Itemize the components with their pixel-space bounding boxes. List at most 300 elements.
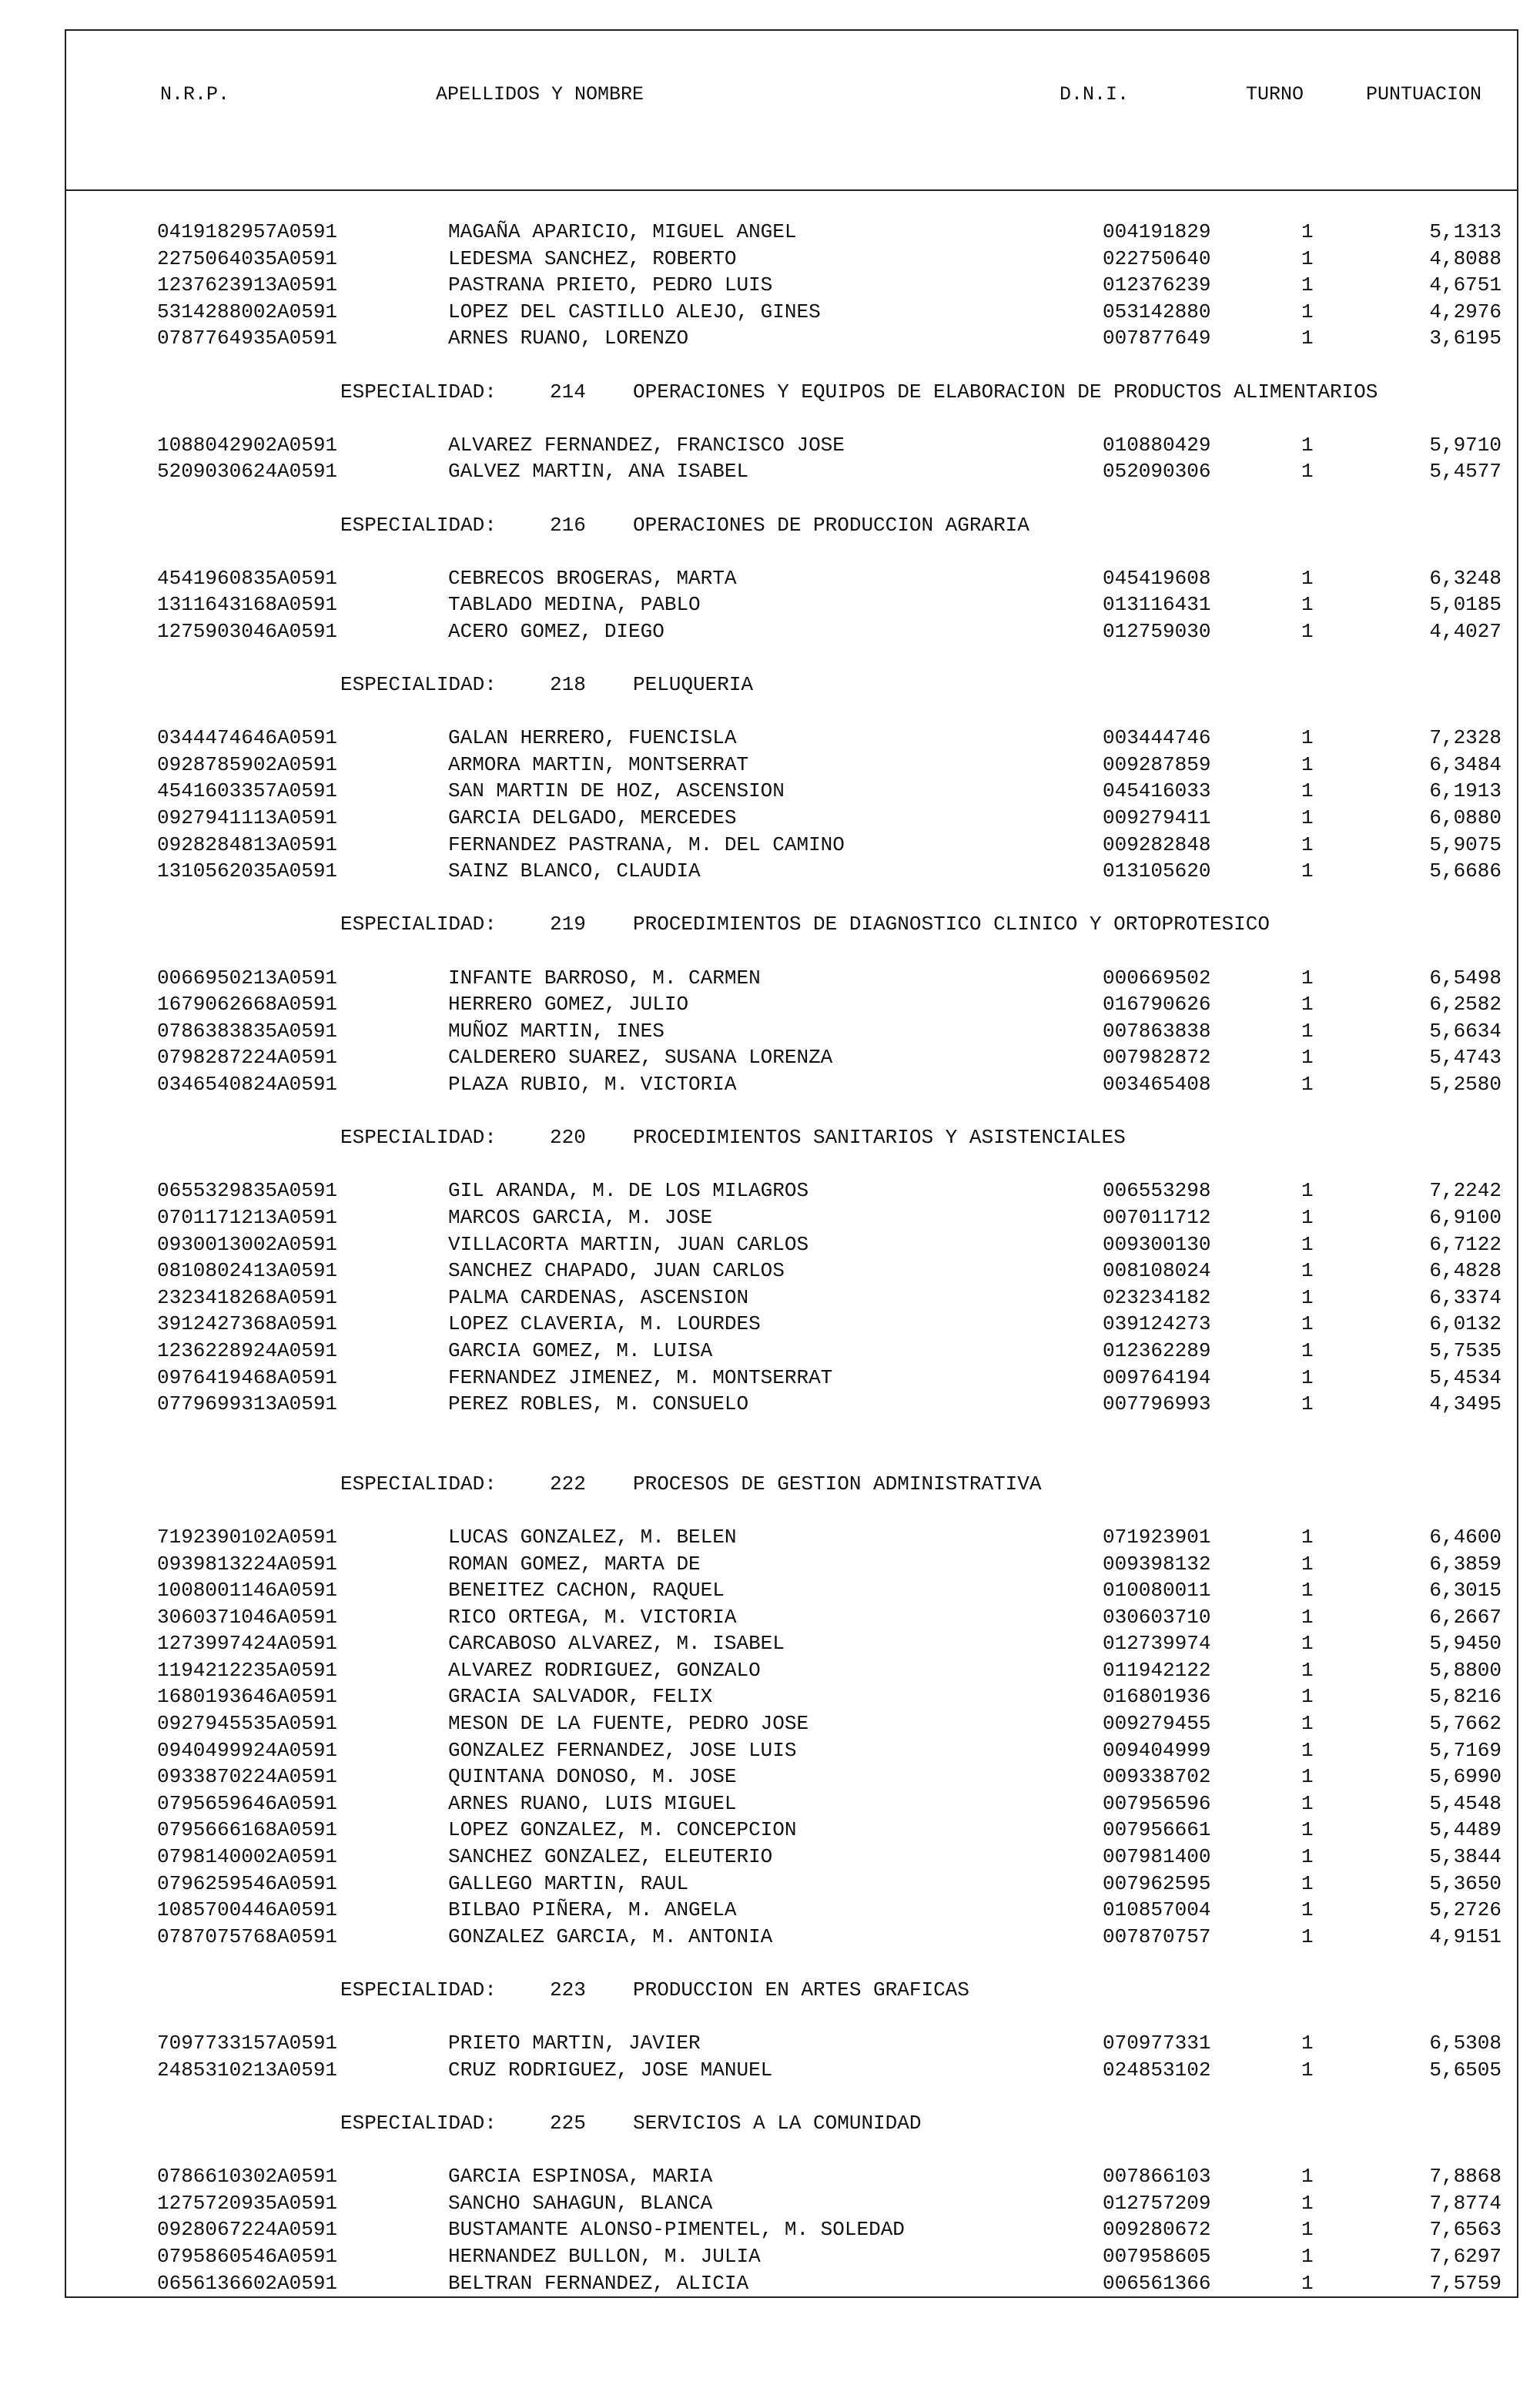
- cell-nrp: 1085700446A0591: [157, 1898, 338, 1922]
- cell-turno: 1: [1301, 1738, 1314, 1762]
- cell-nrp: 1273997424A0591: [157, 1632, 338, 1656]
- table-row: [66, 1683, 1517, 1710]
- cell-dni: 016790626: [1103, 993, 1211, 1017]
- cell-nrp: 0779699313A0591: [157, 1392, 338, 1416]
- specialty-heading: [66, 512, 1517, 539]
- cell-dni: 009764194: [1103, 1365, 1211, 1389]
- cell-puntuacion: 6,3484: [1429, 752, 1502, 776]
- cell-name: BILBAO PIÑERA, M. ANGELA: [448, 1898, 737, 1922]
- cell-puntuacion: 5,0185: [1429, 593, 1502, 617]
- cell-puntuacion: 4,3495: [1429, 1392, 1502, 1416]
- spacer: [66, 1950, 1517, 1977]
- spacer: [66, 1497, 1517, 1524]
- cell-turno: 1: [1301, 1791, 1314, 1815]
- cell-puntuacion: 6,3859: [1429, 1552, 1502, 1576]
- table-row: [66, 2057, 1517, 2084]
- cell-turno: 1: [1301, 1312, 1314, 1336]
- specialty-title: PROCEDIMIENTOS SANITARIOS Y ASISTENCIALES: [633, 1126, 1126, 1150]
- cell-dni: 006561366: [1103, 2271, 1211, 2295]
- cell-puntuacion: 6,0132: [1429, 1312, 1502, 1336]
- cell-turno: 1: [1301, 1019, 1314, 1043]
- cell-nrp: 7192390102A0591: [157, 1525, 338, 1549]
- specialty-code: 225: [550, 2111, 586, 2135]
- cell-name: SANCHEZ GONZALEZ, ELEUTERIO: [448, 1845, 773, 1869]
- cell-nrp: 0927941113A0591: [157, 806, 338, 830]
- cell-turno: 1: [1301, 1898, 1314, 1922]
- cell-dni: 045419608: [1103, 566, 1211, 590]
- cell-turno: 1: [1301, 300, 1314, 323]
- cell-puntuacion: 3,6195: [1429, 327, 1502, 350]
- cell-dni: 013116431: [1103, 593, 1211, 617]
- cell-turno: 1: [1301, 966, 1314, 990]
- cell-name: BUSTAMANTE ALONSO-PIMENTEL, M. SOLEDAD: [448, 2218, 905, 2242]
- cell-turno: 1: [1301, 1605, 1314, 1629]
- cell-nrp: 0940499924A0591: [157, 1738, 338, 1762]
- specialty-label: ESPECIALIDAD:: [340, 1472, 497, 1496]
- cell-nrp: 2275064035A0591: [157, 246, 338, 270]
- cell-dni: 003465408: [1103, 1073, 1211, 1096]
- table-row: [66, 1630, 1517, 1657]
- cell-name: LOPEZ CLAVERIA, M. LOURDES: [448, 1312, 761, 1336]
- table-row: [66, 1871, 1517, 1898]
- cell-dni: 010857004: [1103, 1898, 1211, 1922]
- table-row: [66, 432, 1517, 459]
- table-row: [66, 1204, 1517, 1231]
- cell-name: PASTRANA PRIETO, PEDRO LUIS: [448, 273, 773, 297]
- cell-puntuacion: 7,2328: [1429, 726, 1502, 750]
- cell-dni: 009279411: [1103, 806, 1211, 830]
- cell-turno: 1: [1301, 273, 1314, 297]
- cell-dni: 008108024: [1103, 1259, 1211, 1283]
- cell-name: HERRERO GOMEZ, JULIO: [448, 993, 689, 1017]
- table-row: [66, 1897, 1517, 1924]
- cell-nrp: 0344474646A0591: [157, 726, 338, 750]
- cell-dni: 023234182: [1103, 1285, 1211, 1309]
- cell-name: FERNANDEZ JIMENEZ, M. MONTSERRAT: [448, 1365, 833, 1389]
- cell-turno: 1: [1301, 1658, 1314, 1682]
- cell-dni: 012759030: [1103, 619, 1211, 643]
- cell-nrp: 1236228924A0591: [157, 1338, 338, 1362]
- table-row: [66, 1844, 1517, 1871]
- cell-name: PEREZ ROBLES, M. CONSUELO: [448, 1392, 749, 1416]
- table-row: [66, 1764, 1517, 1790]
- cell-name: MAGAÑA APARICIO, MIGUEL ANGEL: [448, 220, 797, 243]
- table-row: [66, 2190, 1517, 2217]
- cell-dni: 011942122: [1103, 1658, 1211, 1682]
- cell-name: BENEITEZ CACHON, RAQUEL: [448, 1579, 725, 1603]
- cell-puntuacion: 6,5308: [1429, 2032, 1502, 2055]
- cell-dni: 007956661: [1103, 1818, 1211, 1842]
- cell-name: LOPEZ GONZALEZ, M. CONCEPCION: [448, 1818, 797, 1842]
- specialty-label: ESPECIALIDAD:: [340, 513, 497, 537]
- cell-dni: 012376239: [1103, 273, 1211, 297]
- cell-dni: 009338702: [1103, 1765, 1211, 1789]
- cell-dni: 009287859: [1103, 752, 1211, 776]
- cell-dni: 010880429: [1103, 433, 1211, 457]
- specialty-title: PELUQUERIA: [633, 673, 754, 697]
- specialty-title: PRODUCCION EN ARTES GRAFICAS: [633, 1978, 969, 2001]
- cell-dni: 007863838: [1103, 1019, 1211, 1043]
- cell-nrp: 0798140002A0591: [157, 1845, 338, 1869]
- cell-puntuacion: 6,1913: [1429, 779, 1502, 803]
- table-row: [66, 991, 1517, 1018]
- cell-puntuacion: 5,8800: [1429, 1658, 1502, 1682]
- cell-turno: 1: [1301, 1232, 1314, 1256]
- table-row: [66, 325, 1517, 352]
- cell-turno: 1: [1301, 1365, 1314, 1389]
- spacer: [66, 538, 1517, 565]
- table-row: [66, 858, 1517, 885]
- cell-dni: 070977331: [1103, 2032, 1211, 2055]
- cell-dni: 007796993: [1103, 1392, 1211, 1416]
- table-row: [66, 1924, 1517, 1951]
- cell-nrp: 0066950213A0591: [157, 966, 338, 990]
- cell-name: PALMA CARDENAS, ASCENSION: [448, 1285, 749, 1309]
- cell-name: GALAN HERRERO, FUENCISLA: [448, 726, 737, 750]
- table-row: [66, 752, 1517, 779]
- table-row: [66, 1177, 1517, 1204]
- cell-name: GARCIA GOMEZ, M. LUISA: [448, 1338, 713, 1362]
- cell-nrp: 0930013002A0591: [157, 1232, 338, 1256]
- cell-puntuacion: 5,6990: [1429, 1765, 1502, 1789]
- specialty-heading: [66, 911, 1517, 938]
- cell-name: TABLADO MEDINA, PABLO: [448, 593, 701, 617]
- cell-turno: 1: [1301, 2032, 1314, 2055]
- cell-puntuacion: 6,4600: [1429, 1525, 1502, 1549]
- cell-name: HERNANDEZ BULLON, M. JULIA: [448, 2244, 761, 2268]
- table-row: [66, 965, 1517, 992]
- cell-turno: 1: [1301, 1259, 1314, 1283]
- specialty-heading: [66, 1124, 1517, 1151]
- cell-puntuacion: 5,1313: [1429, 220, 1502, 243]
- cell-turno: 1: [1301, 1285, 1314, 1309]
- cell-name: CARCABOSO ALVAREZ, M. ISABEL: [448, 1632, 785, 1656]
- cell-puntuacion: 4,6751: [1429, 273, 1502, 297]
- cell-dni: 007956596: [1103, 1791, 1211, 1815]
- cell-dni: 009300130: [1103, 1232, 1211, 1256]
- cell-dni: 004191829: [1103, 220, 1211, 243]
- cell-name: FERNANDEZ PASTRANA, M. DEL CAMINO: [448, 832, 845, 856]
- cell-turno: 1: [1301, 1818, 1314, 1842]
- cell-turno: 1: [1301, 2244, 1314, 2268]
- cell-nrp: 2485310213A0591: [157, 2058, 338, 2082]
- cell-puntuacion: 6,3374: [1429, 1285, 1502, 1309]
- specialty-heading: [66, 2110, 1517, 2137]
- table-row: [66, 1044, 1517, 1071]
- table-row: [66, 1018, 1517, 1045]
- cell-dni: 071923901: [1103, 1525, 1211, 1549]
- cell-puntuacion: 5,7535: [1429, 1338, 1502, 1362]
- table-row: [66, 1577, 1517, 1604]
- table-row: [66, 591, 1517, 618]
- table-row: [66, 778, 1517, 805]
- cell-nrp: 7097733157A0591: [157, 2032, 338, 2055]
- cell-puntuacion: 6,2667: [1429, 1605, 1502, 1629]
- cell-turno: 1: [1301, 1179, 1314, 1203]
- cell-puntuacion: 5,9075: [1429, 832, 1502, 856]
- cell-name: BELTRAN FERNANDEZ, ALICIA: [448, 2271, 749, 2295]
- cell-name: ALVAREZ RODRIGUEZ, GONZALO: [448, 1658, 761, 1682]
- cell-nrp: 0939813224A0591: [157, 1552, 338, 1576]
- cell-turno: 1: [1301, 619, 1314, 643]
- cell-name: QUINTANA DONOSO, M. JOSE: [448, 1765, 737, 1789]
- table-row: [66, 219, 1517, 246]
- cell-puntuacion: 6,2582: [1429, 993, 1502, 1017]
- cell-dni: 009398132: [1103, 1552, 1211, 1576]
- cell-nrp: 0655329835A0591: [157, 1179, 338, 1203]
- cell-turno: 1: [1301, 327, 1314, 350]
- table-row: [66, 1604, 1517, 1631]
- cell-name: PRIETO MARTIN, JAVIER: [448, 2032, 701, 2055]
- cell-nrp: 0933870224A0591: [157, 1765, 338, 1789]
- cell-turno: 1: [1301, 1632, 1314, 1656]
- cell-name: MESON DE LA FUENTE, PEDRO JOSE: [448, 1712, 809, 1736]
- cell-nrp: 0976419468A0591: [157, 1365, 338, 1389]
- cell-turno: 1: [1301, 246, 1314, 270]
- cell-name: MUÑOZ MARTIN, INES: [448, 1019, 665, 1043]
- cell-nrp: 5209030624A0591: [157, 460, 338, 484]
- table-row: [66, 1285, 1517, 1311]
- table-row: [66, 725, 1517, 752]
- cell-puntuacion: 6,0880: [1429, 806, 1502, 830]
- cell-dni: 009279455: [1103, 1712, 1211, 1736]
- cell-turno: 1: [1301, 1871, 1314, 1895]
- table-row: [66, 246, 1517, 273]
- cell-dni: 009280672: [1103, 2218, 1211, 2242]
- spacer: [66, 352, 1517, 379]
- cell-dni: 030603710: [1103, 1605, 1211, 1629]
- table-row: [66, 1817, 1517, 1844]
- cell-turno: 1: [1301, 1765, 1314, 1789]
- cell-nrp: 1194212235A0591: [157, 1658, 338, 1682]
- cell-turno: 1: [1301, 2058, 1314, 2082]
- cell-puntuacion: 6,4828: [1429, 1259, 1502, 1283]
- cell-turno: 1: [1301, 993, 1314, 1017]
- specialty-code: 218: [550, 673, 586, 697]
- table-row: [66, 1071, 1517, 1098]
- table-row: [66, 832, 1517, 859]
- cell-dni: 010080011: [1103, 1579, 1211, 1603]
- cell-puntuacion: 5,6634: [1429, 1019, 1502, 1043]
- cell-turno: 1: [1301, 1046, 1314, 1070]
- candidate-list: [66, 219, 1517, 2296]
- table-row: [66, 805, 1517, 832]
- cell-turno: 1: [1301, 726, 1314, 750]
- cell-dni: 007962595: [1103, 1871, 1211, 1895]
- cell-puntuacion: 5,7662: [1429, 1712, 1502, 1736]
- specialty-label: ESPECIALIDAD:: [340, 913, 497, 936]
- cell-puntuacion: 5,4743: [1429, 1046, 1502, 1070]
- table-row: [66, 2163, 1517, 2190]
- cell-turno: 1: [1301, 566, 1314, 590]
- table-row: [66, 1365, 1517, 1392]
- cell-puntuacion: 5,2580: [1429, 1073, 1502, 1096]
- spacer: [66, 1418, 1517, 1471]
- cell-puntuacion: 5,3650: [1429, 1871, 1502, 1895]
- table-row: [66, 1737, 1517, 1764]
- spacer: [66, 485, 1517, 512]
- table-row: [66, 618, 1517, 645]
- cell-nrp: 0810802413A0591: [157, 1259, 338, 1283]
- cell-dni: 012362289: [1103, 1338, 1211, 1362]
- cell-name: ARNES RUANO, LUIS MIGUEL: [448, 1791, 737, 1815]
- specialty-label: ESPECIALIDAD:: [340, 1978, 497, 2001]
- specialty-heading: [66, 1977, 1517, 2004]
- table-row: [66, 1710, 1517, 1737]
- cell-name: ALVAREZ FERNANDEZ, FRANCISCO JOSE: [448, 433, 845, 457]
- spacer: [66, 938, 1517, 965]
- cell-turno: 1: [1301, 2218, 1314, 2242]
- cell-nrp: 0798287224A0591: [157, 1046, 338, 1070]
- cell-name: CALDERERO SUAREZ, SUSANA LORENZA: [448, 1046, 833, 1070]
- cell-name: GALLEGO MARTIN, RAUL: [448, 1871, 689, 1895]
- cell-nrp: 0786610302A0591: [157, 2165, 338, 2189]
- cell-nrp: 0701171213A0591: [157, 1205, 338, 1229]
- cell-puntuacion: 7,6563: [1429, 2218, 1502, 2242]
- cell-dni: 013105620: [1103, 859, 1211, 883]
- table-row: [66, 1524, 1517, 1551]
- cell-nrp: 3060371046A0591: [157, 1605, 338, 1629]
- cell-name: ARMORA MARTIN, MONTSERRAT: [448, 752, 749, 776]
- cell-turno: 1: [1301, 1338, 1314, 1362]
- cell-dni: 009282848: [1103, 832, 1211, 856]
- cell-name: MARCOS GARCIA, M. JOSE: [448, 1205, 713, 1229]
- specialty-title: OPERACIONES Y EQUIPOS DE ELABORACION DE PRODUCTOS ALIMENTARIOS: [633, 380, 1378, 404]
- table-row: [66, 458, 1517, 485]
- spacer: [66, 645, 1517, 672]
- cell-turno: 1: [1301, 1845, 1314, 1869]
- cell-turno: 1: [1301, 1579, 1314, 1603]
- cell-dni: 007877649: [1103, 327, 1211, 350]
- spacer: [66, 698, 1517, 725]
- spacer: [66, 1098, 1517, 1125]
- cell-puntuacion: 5,3844: [1429, 1845, 1502, 1869]
- cell-turno: 1: [1301, 1552, 1314, 1576]
- cell-dni: 045416033: [1103, 779, 1211, 803]
- cell-nrp: 0787764935A0591: [157, 327, 338, 350]
- cell-puntuacion: 5,4577: [1429, 460, 1502, 484]
- table-row: [66, 2030, 1517, 2057]
- table-row: [66, 299, 1517, 326]
- cell-dni: 022750640: [1103, 246, 1211, 270]
- specialty-code: 216: [550, 513, 586, 537]
- column-header: [66, 31, 1517, 191]
- cell-nrp: 0795666168A0591: [157, 1818, 338, 1842]
- specialty-label: ESPECIALIDAD:: [340, 673, 497, 697]
- header-puntuacion: PUNTUACION: [1366, 83, 1482, 106]
- cell-nrp: 0927945535A0591: [157, 1712, 338, 1736]
- cell-nrp: 1310562035A0591: [157, 859, 338, 883]
- specialty-title: OPERACIONES DE PRODUCCION AGRARIA: [633, 513, 1029, 537]
- cell-nrp: 3912427368A0591: [157, 1312, 338, 1336]
- cell-nrp: 1311643168A0591: [157, 593, 338, 617]
- cell-name: GIL ARANDA, M. DE LOS MILAGROS: [448, 1179, 809, 1203]
- cell-dni: 012739974: [1103, 1632, 1211, 1656]
- cell-puntuacion: 7,2242: [1429, 1179, 1502, 1203]
- cell-dni: 039124273: [1103, 1312, 1211, 1336]
- cell-name: RICO ORTEGA, M. VICTORIA: [448, 1605, 737, 1629]
- cell-puntuacion: 5,4489: [1429, 1818, 1502, 1842]
- cell-puntuacion: 6,3248: [1429, 566, 1502, 590]
- cell-turno: 1: [1301, 1924, 1314, 1948]
- specialty-title: SERVICIOS A LA COMUNIDAD: [633, 2111, 922, 2135]
- cell-puntuacion: 5,9710: [1429, 433, 1502, 457]
- cell-puntuacion: 6,7122: [1429, 1232, 1502, 1256]
- cell-name: GALVEZ MARTIN, ANA ISABEL: [448, 460, 749, 484]
- cell-dni: 007866103: [1103, 2165, 1211, 2189]
- cell-puntuacion: 6,5498: [1429, 966, 1502, 990]
- table-row: [66, 1551, 1517, 1578]
- specialty-label: ESPECIALIDAD:: [340, 1126, 497, 1150]
- cell-puntuacion: 6,3015: [1429, 1579, 1502, 1603]
- table-row: [66, 2243, 1517, 2270]
- cell-name: CRUZ RODRIGUEZ, JOSE MANUEL: [448, 2058, 773, 2082]
- cell-turno: 1: [1301, 1712, 1314, 1736]
- cell-puntuacion: 6,9100: [1429, 1205, 1502, 1229]
- specialty-label: ESPECIALIDAD:: [340, 380, 497, 404]
- cell-name: SANCHO SAHAGUN, BLANCA: [448, 2191, 713, 2215]
- cell-dni: 012757209: [1103, 2191, 1211, 2215]
- table-row: [66, 1311, 1517, 1338]
- cell-nrp: 0419182957A0591: [157, 220, 338, 243]
- cell-puntuacion: 4,9151: [1429, 1924, 1502, 1948]
- cell-nrp: 1680193646A0591: [157, 1685, 338, 1709]
- cell-dni: 003444746: [1103, 726, 1211, 750]
- specialty-code: 219: [550, 913, 586, 936]
- cell-turno: 1: [1301, 859, 1314, 883]
- cell-name: CEBRECOS BROGERAS, MARTA: [448, 566, 737, 590]
- specialty-title: PROCEDIMIENTOS DE DIAGNOSTICO CLINICO Y ORTOPROTESICO: [633, 913, 1270, 936]
- cell-turno: 1: [1301, 2165, 1314, 2189]
- header-turno: TURNO: [1246, 83, 1304, 106]
- cell-nrp: 4541603357A0591: [157, 779, 338, 803]
- cell-dni: 009404999: [1103, 1738, 1211, 1762]
- cell-turno: 1: [1301, 460, 1314, 484]
- cell-dni: 006553298: [1103, 1179, 1211, 1203]
- cell-puntuacion: 5,7169: [1429, 1738, 1502, 1762]
- cell-nrp: 4541960835A0591: [157, 566, 338, 590]
- cell-nrp: 1088042902A0591: [157, 433, 338, 457]
- cell-nrp: 0787075768A0591: [157, 1924, 338, 1948]
- cell-nrp: 1008001146A0591: [157, 1579, 338, 1603]
- cell-nrp: 0796259546A0591: [157, 1871, 338, 1895]
- cell-puntuacion: 5,4548: [1429, 1791, 1502, 1815]
- cell-name: INFANTE BARROSO, M. CARMEN: [448, 966, 761, 990]
- spacer: [66, 2004, 1517, 2031]
- cell-turno: 1: [1301, 2271, 1314, 2295]
- cell-nrp: 0928067224A0591: [157, 2218, 338, 2242]
- table-row: [66, 1391, 1517, 1418]
- spacer: [66, 2083, 1517, 2110]
- cell-dni: 016801936: [1103, 1685, 1211, 1709]
- cell-name: SAINZ BLANCO, CLAUDIA: [448, 859, 701, 883]
- cell-nrp: 0656136602A0591: [157, 2271, 338, 2295]
- cell-dni: 007982872: [1103, 1046, 1211, 1070]
- cell-turno: 1: [1301, 1205, 1314, 1229]
- cell-dni: 053142880: [1103, 300, 1211, 323]
- cell-name: ACERO GOMEZ, DIEGO: [448, 619, 665, 643]
- cell-name: GARCIA DELGADO, MERCEDES: [448, 806, 737, 830]
- cell-turno: 1: [1301, 779, 1314, 803]
- cell-name: LEDESMA SANCHEZ, ROBERTO: [448, 246, 737, 270]
- table-row: [66, 1338, 1517, 1365]
- spacer: [66, 885, 1517, 912]
- cell-turno: 1: [1301, 1073, 1314, 1096]
- cell-puntuacion: 7,8868: [1429, 2165, 1502, 2189]
- table-row: [66, 2270, 1517, 2297]
- cell-puntuacion: 7,5759: [1429, 2271, 1502, 2295]
- cell-name: VILLACORTA MARTIN, JUAN CARLOS: [448, 1232, 809, 1256]
